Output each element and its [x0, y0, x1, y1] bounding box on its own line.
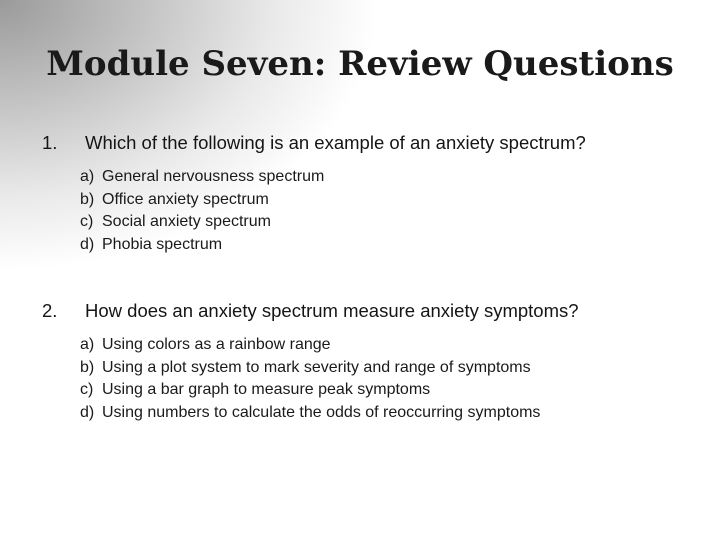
answer-item — [80, 189, 702, 212]
answer-letter: a) — [80, 168, 95, 185]
answer-item — [80, 379, 702, 402]
answer-text: Phobia spectrum — [102, 235, 223, 253]
answer-text: Office anxiety spectrum — [102, 190, 269, 208]
question-text: Which of the following is an example of an anxiety spectrum? — [85, 132, 586, 153]
answer-list — [42, 334, 702, 424]
answer-text: Social anxiety spectrum — [102, 213, 271, 230]
answer-item — [80, 234, 702, 257]
answer-text: Using colors as a rainbow range — [102, 336, 331, 353]
answer-letter: a) — [80, 336, 95, 353]
question-number: 2. — [42, 300, 58, 321]
answer-item — [80, 402, 702, 425]
slide-title: Module Seven: Review Questions — [46, 44, 674, 84]
question-1 — [42, 132, 702, 256]
answer-text: Using a plot system to mark severity and range of symptoms — [102, 358, 531, 376]
question-row — [42, 132, 702, 154]
answer-item — [80, 334, 702, 357]
answer-letter: d) — [80, 403, 95, 421]
question-row — [42, 300, 702, 322]
answer-item — [80, 357, 702, 380]
answer-letter: d) — [80, 235, 95, 253]
answer-letter: b) — [80, 190, 95, 208]
question-number: 1. — [42, 132, 58, 153]
answer-text: General nervousness spectrum — [102, 168, 325, 185]
answer-list — [42, 166, 702, 256]
answer-item — [80, 166, 702, 189]
answer-item — [80, 211, 702, 234]
answer-letter: c) — [80, 213, 94, 230]
answer-text: Using a bar graph to measure peak symptoms — [102, 381, 431, 398]
answer-letter: b) — [80, 358, 95, 376]
question-text: How does an anxiety spectrum measure anxiety symptoms? — [85, 300, 579, 321]
answer-text: Using numbers to calculate the odds of reoccurring symptoms — [102, 403, 541, 421]
question-2 — [42, 300, 702, 424]
answer-letter: c) — [80, 381, 94, 398]
